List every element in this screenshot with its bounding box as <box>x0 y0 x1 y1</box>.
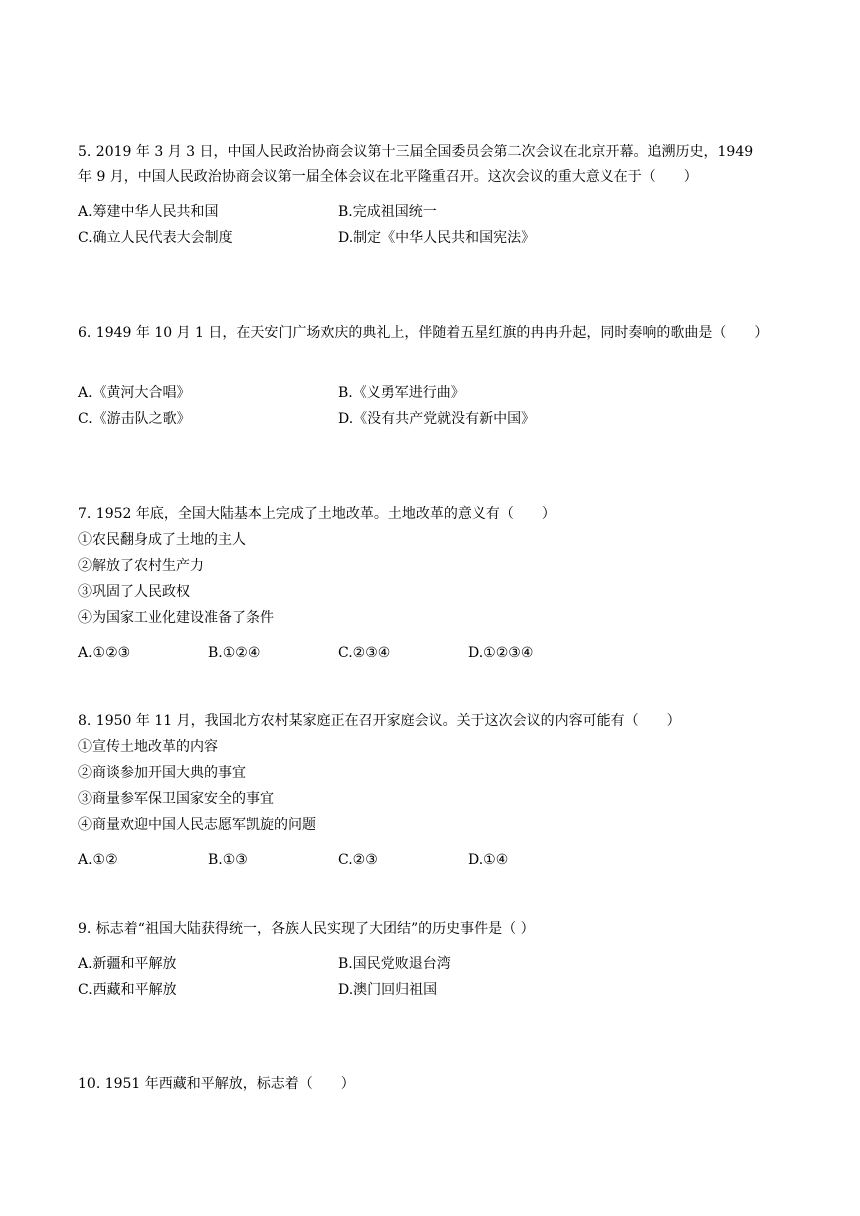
question-9-option-d: D.澳门回归祖国 <box>338 982 438 998</box>
question-10-stem: 10. 1951 年西藏和平解放，标志着（ ） <box>78 1076 355 1092</box>
question-7-item-1: ①农民翻身成了土地的主人 <box>78 532 246 548</box>
question-7-item-4: ④为国家工业化建设准备了条件 <box>78 610 274 626</box>
question-9-stem: 9. 标志着“祖国大陆获得统一，各族人民实现了大团结”的历史事件是（ ） <box>78 921 535 937</box>
question-6-option-d: D.《没有共产党就没有新中国》 <box>338 411 536 427</box>
question-7-option-c: C.②③④ <box>338 645 391 661</box>
question-7-item-2: ②解放了农村生产力 <box>78 558 204 574</box>
question-8-item-3: ③商量参军保卫国家安全的事宜 <box>78 791 274 807</box>
question-6-option-c: C.《游击队之歌》 <box>78 411 191 427</box>
question-8-option-c: C.②③ <box>338 852 378 868</box>
question-8-item-1: ①宣传土地改革的内容 <box>78 739 218 755</box>
question-7-stem: 7. 1952 年底，全国大陆基本上完成了土地改革。土地改革的意义有（ ） <box>78 506 556 522</box>
question-9-option-b: B.国民党败退台湾 <box>338 956 451 972</box>
question-9-option-a: A.新疆和平解放 <box>78 956 177 972</box>
question-6-option-a: A.《黄河大合唱》 <box>78 385 191 401</box>
question-5-option-d: D.制定《中华人民共和国宪法》 <box>338 230 536 246</box>
question-8-option-b: B.①③ <box>208 852 248 868</box>
question-8-stem: 8. 1950 年 11 月，我国北方农村某家庭正在召开家庭会议。关于这次会议的内容可能有（ ） <box>78 713 681 729</box>
question-8-option-a: A.①② <box>78 852 118 868</box>
question-7-option-b: B.①②④ <box>208 645 261 661</box>
question-7-item-3: ③巩固了人民政权 <box>78 584 190 600</box>
question-6-option-b: B.《义勇军进行曲》 <box>338 385 465 401</box>
question-9-option-c: C.西藏和平解放 <box>78 982 177 998</box>
question-7-option-d: D.①②③④ <box>468 645 534 661</box>
question-6-stem: 6. 1949 年 10 月 1 日，在天安门广场欢庆的典礼上，伴随着五星红旗的冉冉升起，同时奏响的歌曲是（ ） <box>78 325 769 341</box>
question-5-stem: 5. 2019 年 3 月 3 日，中国人民政治协商会议第十三届全国委员会第二次会议在北京开幕。追溯历史，1949 年 9 月，中国人民政治协商会议第一届全体会议在北平隆重召开。这次会议的重大意义在于（ ） <box>78 144 754 185</box>
question-8-item-4: ④商量欢迎中国人民志愿军凯旋的问题 <box>78 817 316 833</box>
question-5-option-c: C.确立人民代表大会制度 <box>78 230 233 246</box>
question-8-option-d: D.①④ <box>468 852 509 868</box>
question-7-option-a: A.①②③ <box>78 645 131 661</box>
question-5-option-a: A.筹建中华人民共和国 <box>78 204 219 220</box>
question-5-option-b: B.完成祖国统一 <box>338 204 437 220</box>
question-8-item-2: ②商谈参加开国大典的事宜 <box>78 765 246 781</box>
